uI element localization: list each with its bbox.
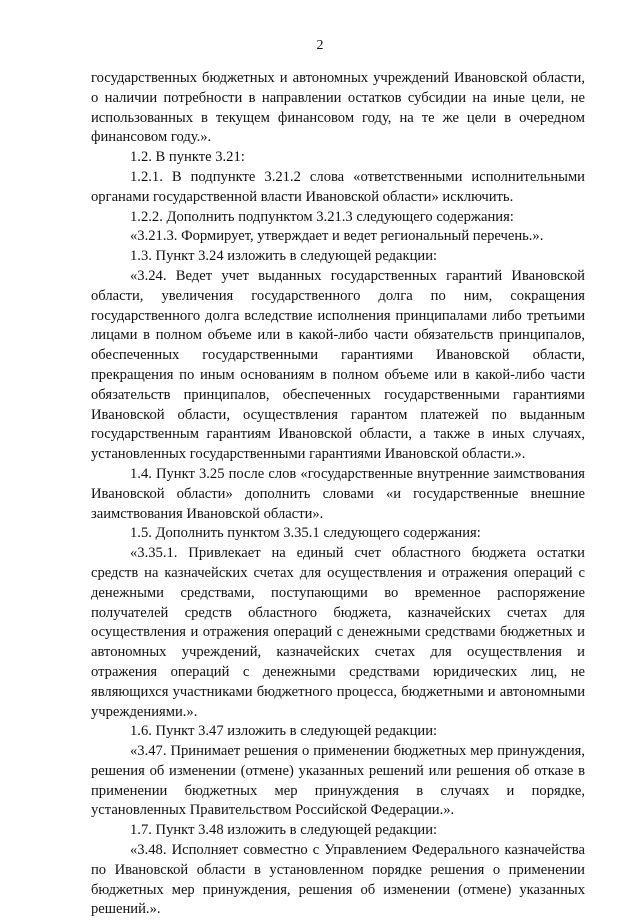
paragraph: 1.6. Пункт 3.47 изложить в следующей редакции: <box>130 723 438 740</box>
paragraph: «3.48. Исполняет совместно с Управлением Федерального казначейства по Ивановской области в установленном порядке решения о применении бюджетных мер принуждения, решения об изменении (отмене) указанных решений.». <box>91 842 585 918</box>
page-number: 2 <box>316 38 324 53</box>
paragraph: 1.2. В пункте 3.21: <box>130 149 245 166</box>
paragraph: «3.24. Ведет учет выданных государственных гарантий Ивановской области, увеличения государственного долга по ним, сокращения государственного долга вследствие исполнения принципалами либо третьими лицами в полном объеме или в какой-либо части обязательств принципалов, обеспеченных государственными гарантиями Ивановской области, прекращения по иным основаниям в полном объеме или в какой-либо части обязательств принципалов, обеспеченных государственными гарантиями Ивановской области, осуществления гарантом платежей по выданным государственным гарантиям Ивановской области, а также в иных случаях, установленных государственными гарантиями Ивановской области.». <box>91 267 585 463</box>
document-body <box>91 69 585 920</box>
paragraph: государственных бюджетных и автономных учреждений Ивановской области, о наличии потребности в направлении остатков субсидии на иные цели, не использованных в текущем финансовом году, на те же цели в очередном финансовом году.». <box>91 70 585 146</box>
paragraph: 1.3. Пункт 3.24 изложить в следующей редакции: <box>130 248 438 265</box>
paragraph: 1.2.2. Дополнить подпунктом 3.21.3 следующего содержания: <box>130 208 514 225</box>
paragraph: 1.5. Дополнить пунктом 3.35.1 следующего содержания: <box>130 525 481 542</box>
paragraph: «3.21.3. Формирует, утверждает и ведет региональный перечень.». <box>130 228 544 245</box>
paragraph: «3.35.1. Привлекает на единый счет областного бюджета остатки средств на казначейских счетах для осуществления и отражения операций с денежными средствами, поступающими во временное распоряжение получателей средств областного бюджета, казначейских счетах для осуществления и отражения операций с денежными средствами бюджетных и автономных учреждений, казначейских счетах для осуществления и отражения операций с денежными средствами юридических лиц, не являющихся участниками бюджетного процесса, бюджетными и автономными учреждениями.». <box>91 545 585 720</box>
paragraph: 1.4. Пункт 3.25 после слов «государственные внутренние заимствования Ивановской области» дополнить словами «и государственные внешние заимствования Ивановской области». <box>91 465 585 522</box>
paragraph: «3.47. Принимает решения о применении бюджетных мер принуждения, решения об изменении (отмене) указанных решений или решения об отказе в применении бюджетных мер принуждения в случаях и порядке, установленных Правительством Российской Федерации.». <box>91 743 585 819</box>
paragraph: 1.2.1. В подпункте 3.21.2 слова «ответственными исполнительными органами государственной власти Ивановской области» исключить. <box>91 168 585 205</box>
paragraph: 1.7. Пункт 3.48 изложить в следующей редакции: <box>130 822 438 839</box>
